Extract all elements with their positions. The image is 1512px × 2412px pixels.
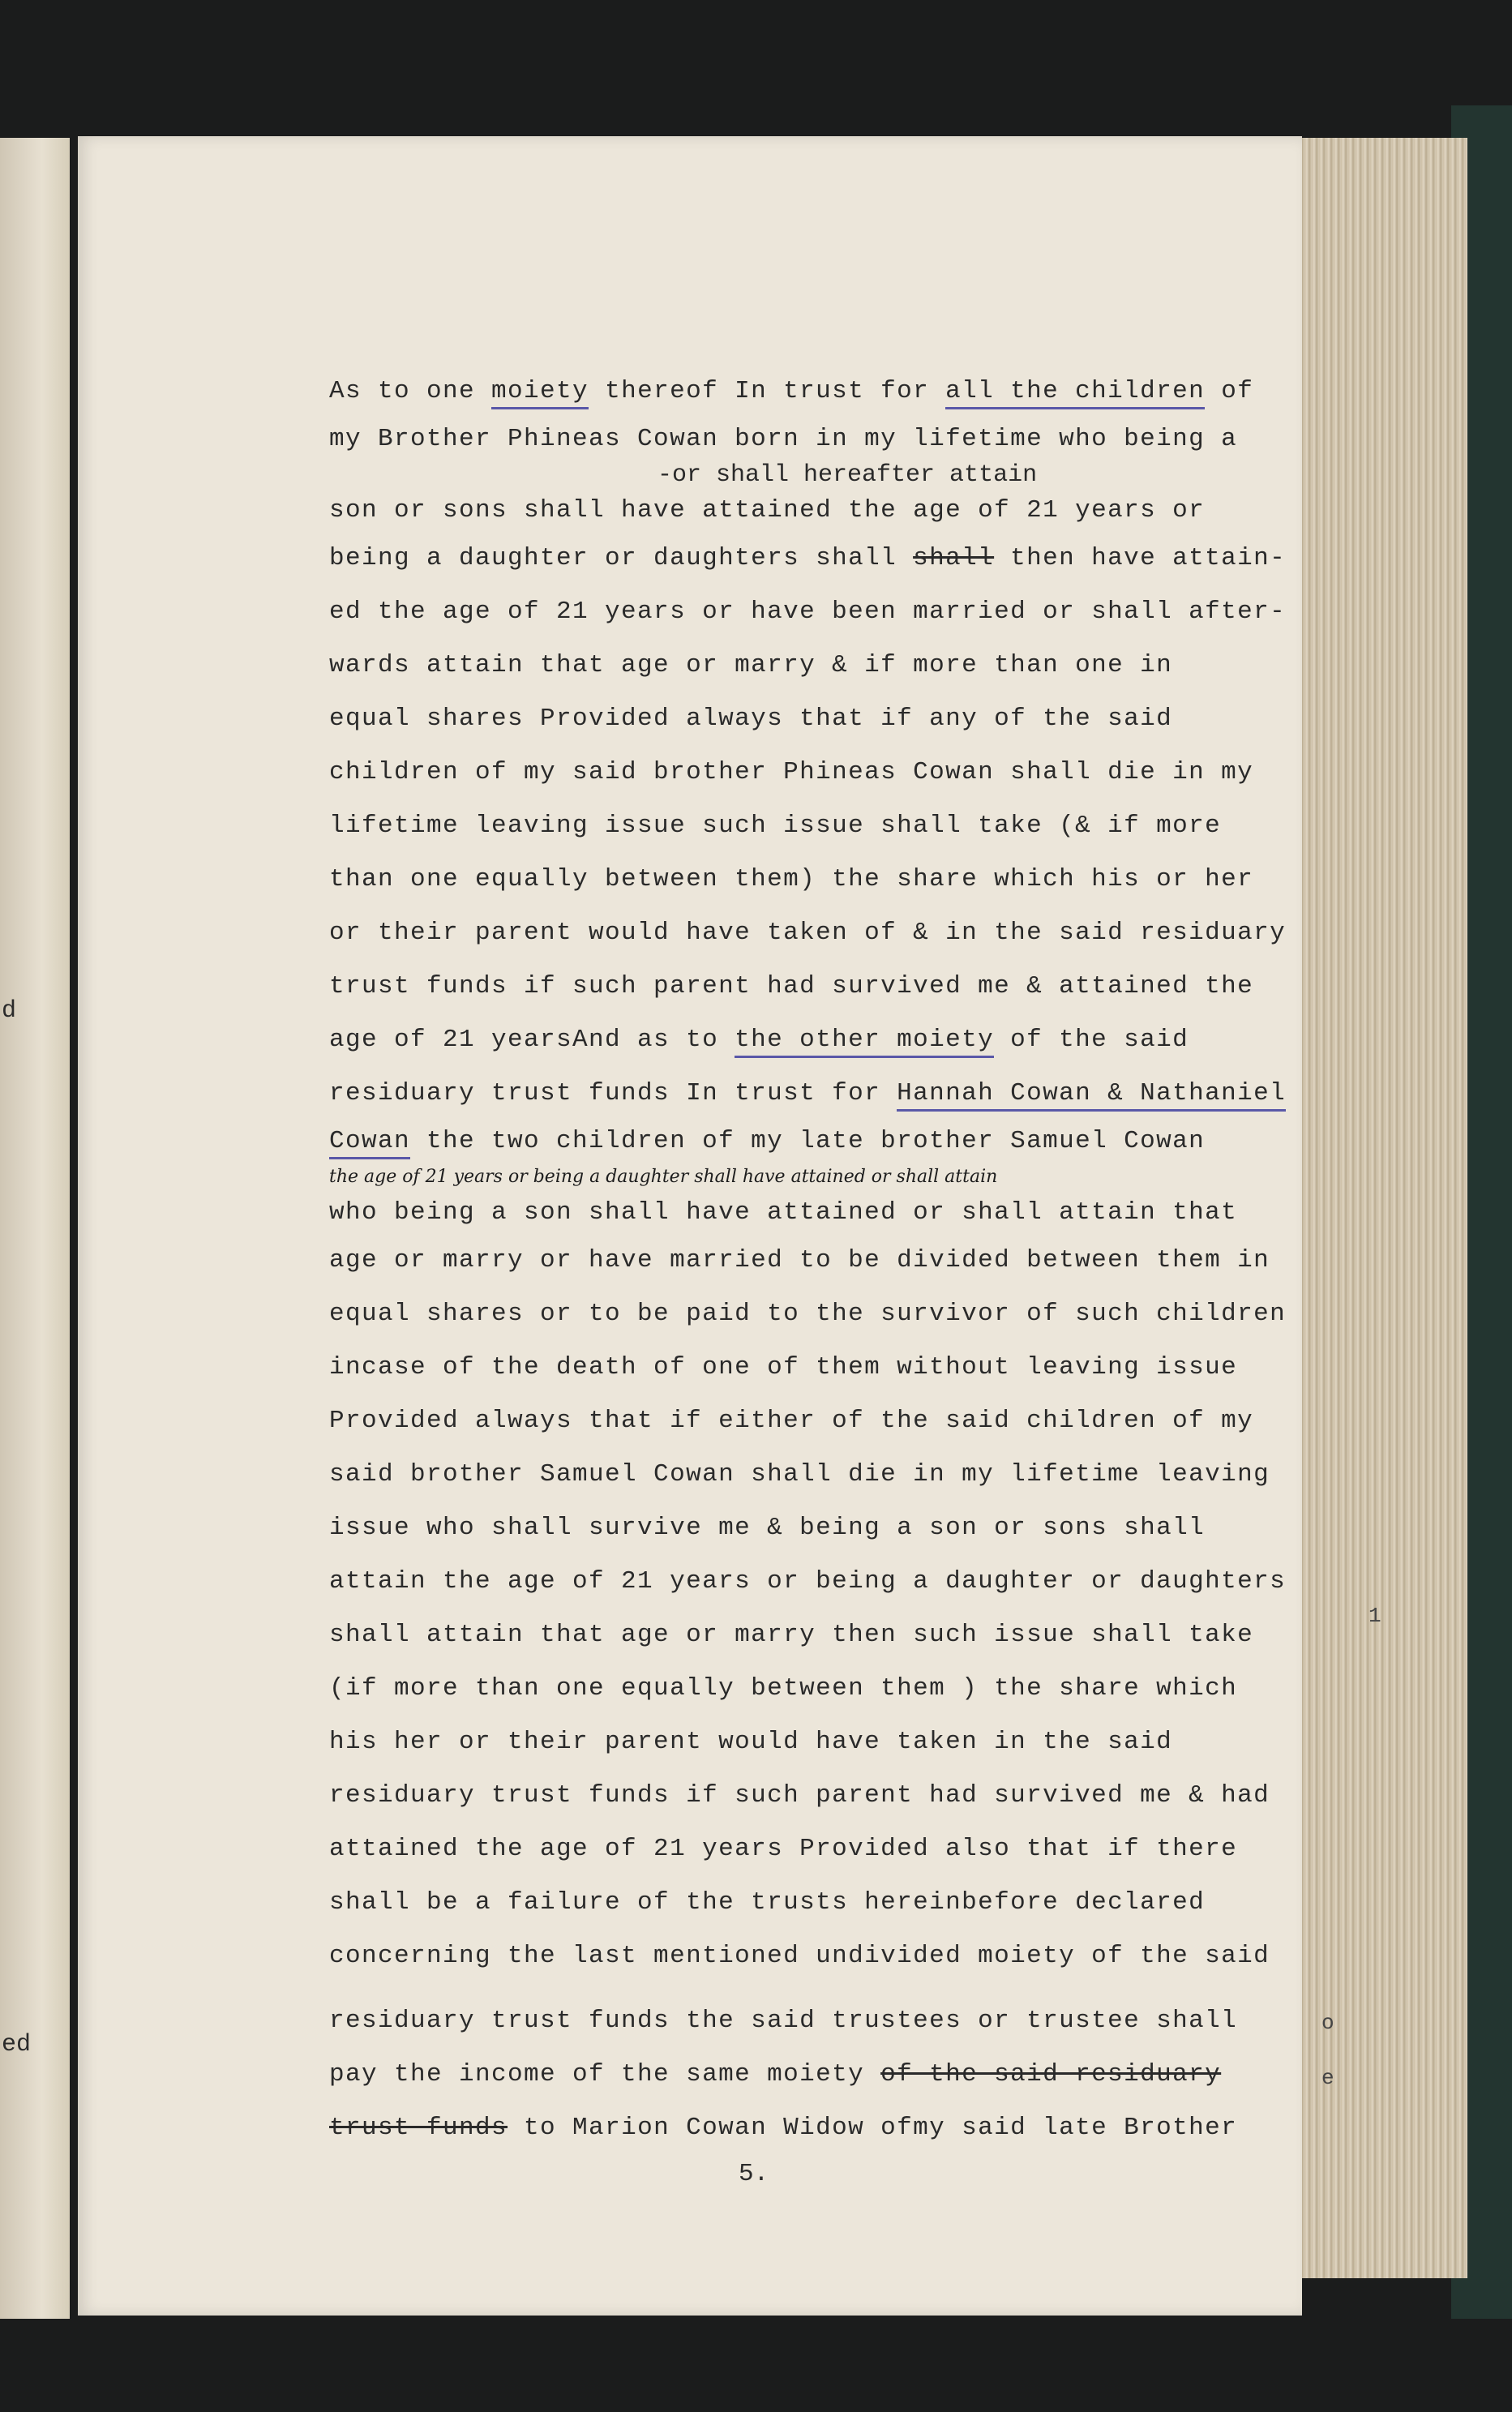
text-line: Cowan the two children of my late brother Samuel Cowan	[329, 1120, 1383, 1163]
text-line: said brother Samuel Cowan shall die in my lifetime leaving	[329, 1460, 1270, 1489]
left-facing-page	[0, 138, 70, 2319]
edge-fragment: e	[1321, 2066, 1334, 2090]
text-line: trust funds if such parent had survived me & attained the	[329, 972, 1254, 1000]
document-page	[78, 136, 1302, 2316]
text-line: age or marry or have married to be divided between them in	[329, 1246, 1270, 1275]
text-line: children of my said brother Phineas Cowan shall die in my	[329, 758, 1254, 786]
typed-insertion: -or shall hereafter attain	[657, 461, 1038, 489]
text-line: residuary trust funds if such parent had survived me & had	[329, 1781, 1270, 1810]
left-page-fragment: d	[2, 997, 17, 1025]
text-line: attained the age of 21 years Provided also that if there	[329, 1835, 1238, 1863]
text-line: residuary trust funds In trust for Hannah Cowan & Nathaniel	[329, 1067, 1383, 1120]
text-line: who being a son shall have attained or shall attain that	[329, 1198, 1238, 1227]
text-line: As to one moiety thereof In trust for all the children of	[329, 365, 1383, 418]
text-line: pay the income of the same moiety of the said residuary	[329, 2060, 1222, 2089]
text-line: Provided always that if either of the said children of my	[329, 1407, 1254, 1435]
page-number: 5.	[739, 2160, 769, 2188]
text-line: (if more than one equally between them ) the share which	[329, 1674, 1238, 1703]
handwritten-insertion: the age of 21 years or being a daughter shall have attained or shall attain	[329, 1167, 998, 1187]
text-line: my Brother Phineas Cowan born in my lifetime who being a	[329, 425, 1238, 453]
text-line: his her or their parent would have taken in the said	[329, 1728, 1173, 1756]
text-line: equal shares or to be paid to the survivor of such children	[329, 1300, 1287, 1328]
left-page-fragment: ed	[2, 2031, 32, 2059]
text-line: issue who shall survive me & being a son or sons shall	[329, 1514, 1206, 1542]
text-line: incase of the death of one of them without leaving issue	[329, 1353, 1238, 1382]
text-line: being a daughter or daughters shall shall then have attain-	[329, 544, 1287, 572]
text-line: residuary trust funds the said trustees or trustee shall	[329, 2007, 1238, 2035]
edge-fragment: o	[1321, 2011, 1334, 2035]
text-line: equal shares Provided always that if any of the said	[329, 705, 1173, 733]
text-line: shall be a failure of the trusts hereinbefore declared	[329, 1888, 1206, 1917]
text-line: than one equally between them) the share which his or her	[329, 865, 1254, 893]
document-body	[329, 365, 1383, 2155]
text-line: lifetime leaving issue such issue shall take (& if more	[329, 812, 1222, 840]
text-line: trust funds to Marion Cowan Widow ofmy said late Brother	[329, 2114, 1238, 2142]
text-line: attain the age of 21 years or being a daughter or daughters	[329, 1567, 1287, 1596]
text-line: concerning the last mentioned undivided moiety of the said	[329, 1942, 1270, 1970]
text-line: age of 21 yearsAnd as to the other moiety of the said	[329, 1013, 1383, 1067]
text-line: ed the age of 21 years or have been married or shall after-	[329, 598, 1287, 626]
text-line: shall attain that age or marry then such issue shall take	[329, 1621, 1254, 1649]
text-line: wards attain that age or marry & if more than one in	[329, 651, 1173, 679]
text-line: son or sons shall have attained the age of 21 years or	[329, 496, 1206, 525]
edge-fragment: 1	[1369, 1604, 1381, 1628]
text-line: or their parent would have taken of & in the said residuary	[329, 919, 1287, 947]
